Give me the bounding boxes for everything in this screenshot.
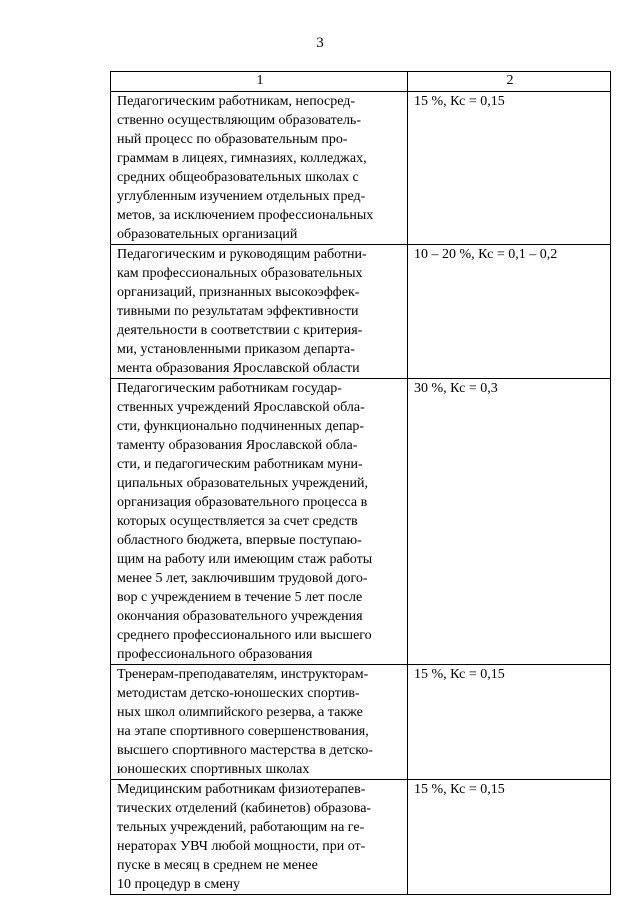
row-value-text: 15 %, Кс = 0,15 bbox=[414, 667, 505, 682]
table-row bbox=[111, 780, 611, 895]
allowance-table bbox=[110, 71, 611, 895]
row-description-text: Педагогическим работникам государ- ственных учреждений Ярославской обла- сти, функционально подчиненных депар- таменту образования Ярославской обла- сти, и педагогическим работникам муни- ципальных образовательных учреждений, организация образовательного процесса в которых осуществляется за счет средств областного бюджета, впервые поступаю- щим на работу или имеющим стаж работы менее 5 лет, заключившим трудовой дого- вор с учреждением в течение 5 лет после окончания образовательного учреждения среднего профессионального или высшего профессионального образования bbox=[117, 381, 373, 662]
row-description bbox=[111, 780, 408, 895]
row-description bbox=[111, 92, 408, 245]
row-description-text: Педагогическим работникам, непосред- ственно осуществляющим образователь- ный процесс по образовательным про- граммам в лицеях, гимназиях, колледжах, средних общеобразовательных школах с углубленным изучением отдельных пред- метов, за исключением профессиональных образовательных организаций bbox=[117, 94, 374, 242]
row-description-text: Педагогическим и руководящим работни- кам профессиональных образовательных организаций, признанных высокоэффек- тивными по результатам эффективности деятельности в соответствии с критерия- ми, установленными приказом департа- мента образования Ярославской области bbox=[117, 247, 367, 376]
table-row bbox=[111, 92, 611, 245]
row-value-text: 15 %, Кс = 0,15 bbox=[414, 782, 505, 797]
column-header-1: 1 bbox=[111, 72, 408, 92]
row-value bbox=[408, 245, 611, 379]
row-value bbox=[408, 780, 611, 895]
table-row bbox=[111, 245, 611, 379]
column-header-2: 2 bbox=[408, 72, 611, 92]
row-value bbox=[408, 379, 611, 665]
row-value bbox=[408, 665, 611, 780]
row-description-text: Медицинским работникам физиотерапев- тических отделений (кабинетов) образова- тельных учреждений, работающим на ге- нераторах УВЧ любой мощности, при от- пуске в месяц в среднем не менее 10 процедур в смену bbox=[117, 782, 372, 892]
row-value-text: 10 – 20 %, Кс = 0,1 – 0,2 bbox=[414, 247, 558, 262]
table-header-row bbox=[111, 72, 611, 92]
table-row bbox=[111, 379, 611, 665]
row-description bbox=[111, 245, 408, 379]
row-value bbox=[408, 92, 611, 245]
table-row bbox=[111, 665, 611, 780]
row-description bbox=[111, 379, 408, 665]
row-description-text: Тренерам-преподавателям, инструкторам- методистам детско-юношеских спортив- ных школ олимпийского резерва, а также на этапе спортивного совершенствования, высшего спортивного мастерства в детско- юношеских спортивных школах bbox=[117, 667, 373, 777]
row-value-text: 15 %, Кс = 0,15 bbox=[414, 94, 505, 109]
row-description bbox=[111, 665, 408, 780]
row-value-text: 30 %, Кс = 0,3 bbox=[414, 381, 498, 396]
page-number: 3 bbox=[316, 35, 324, 51]
